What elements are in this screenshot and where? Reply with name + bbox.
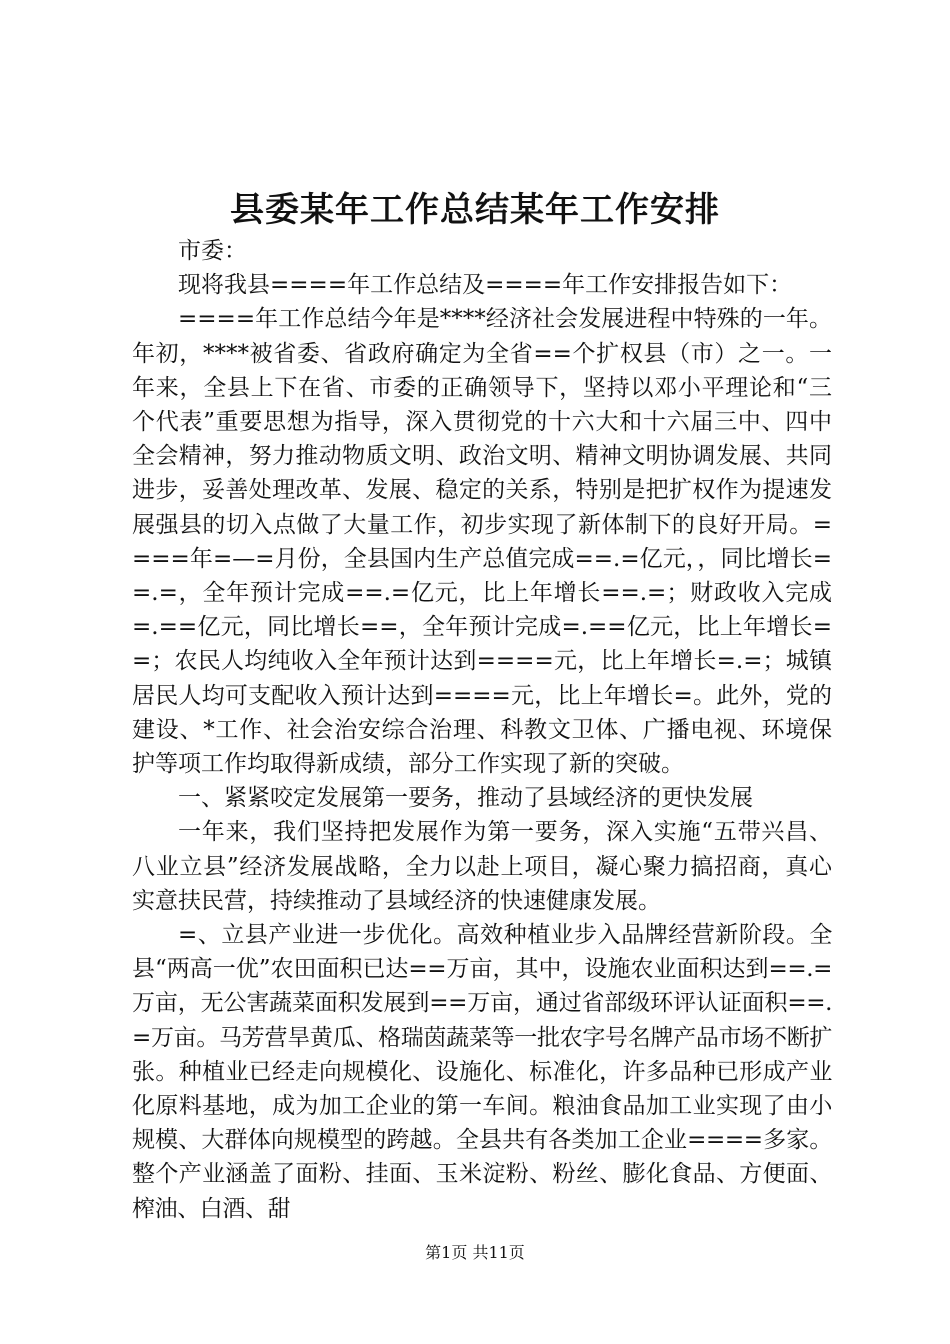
intro-paragraph: 现将我县====年工作总结及====年工作安排报告如下： [178, 272, 793, 299]
section-intro-paragraph: 一年来，我们坚持把发展作为第一要务，深入实施“五带兴昌、八业立县”经济发展战略，全力以赴上项目，凝心聚力搞招商，真心实意扶民营，持续推动了县域经济的快速健康发展。 [132, 819, 832, 914]
page-number: 第1页 共11页 [425, 1243, 525, 1262]
document-title: 县委某年工作总结某年工作安排 [230, 190, 720, 230]
salutation: 市委： [178, 238, 247, 264]
industry-paragraph: =、立县产业进一步优化。高效种植业步入品牌经营新阶段。全县“两高一优”农田面积已达==万亩，其中，设施农业面积达到==.=万亩，无公害蔬菜面积发展到==万亩，通过省部级环评认证面积==.=万亩。马芳营旱黄瓜、格瑞茵蔬菜等一批农字号名牌产品市场不断扩张。种植业已经走向规模化、设施化、标准化，许多品种已形成产业化原料基地，成为加工企业的第一车间。粮油食品加工业实现了由小规模、大群体向规模型的跨越。全县共有各类加工企业====多家。整个产业涵盖了面粉、挂面、玉米淀粉、粉丝、膨化食品、方便面、榨油、白酒、甜 [132, 922, 832, 1222]
section-heading: 一、紧紧咬定发展第一要务，推动了县域经济的更快发展 [178, 785, 753, 812]
summary-paragraph: ====年工作总结今年是****经济社会发展进程中特殊的一年。年初，****被省委、省政府确定为全省==个扩权县（市）之一。一年来，全县上下在省、市委的正确领导下，坚持以邓小平理论和“三个代表”重要思想为指导，深入贯彻党的十六大和十六届三中、四中全会精神，努力推动物质文明、政治文明、精神文明协调发展、共同进步，妥善处理改革、发展、稳定的关系，特别是把扩权作为提速发展强县的切入点做了大量工作，初步实现了新体制下的良好开局。====年=—=月份，全县国内生产总值完成==.=亿元，，同比增长==.=，全年预计完成==.=亿元，比上年增长==.=；财政收入完成=.==亿元，同比增长==，全年预计完成=.==亿元，比上年增长==；农民人均纯收入全年预计达到====元，比上年增长=.=；城镇居民人均可支配收入预计达到====元，比上年增长=。此外，党的建设、*工作、社会治安综合治理、科教文卫体、广播电视、环境保护等项工作均取得新成绩，部分工作实现了新的突破。 [132, 306, 832, 778]
document-body [132, 234, 832, 1226]
